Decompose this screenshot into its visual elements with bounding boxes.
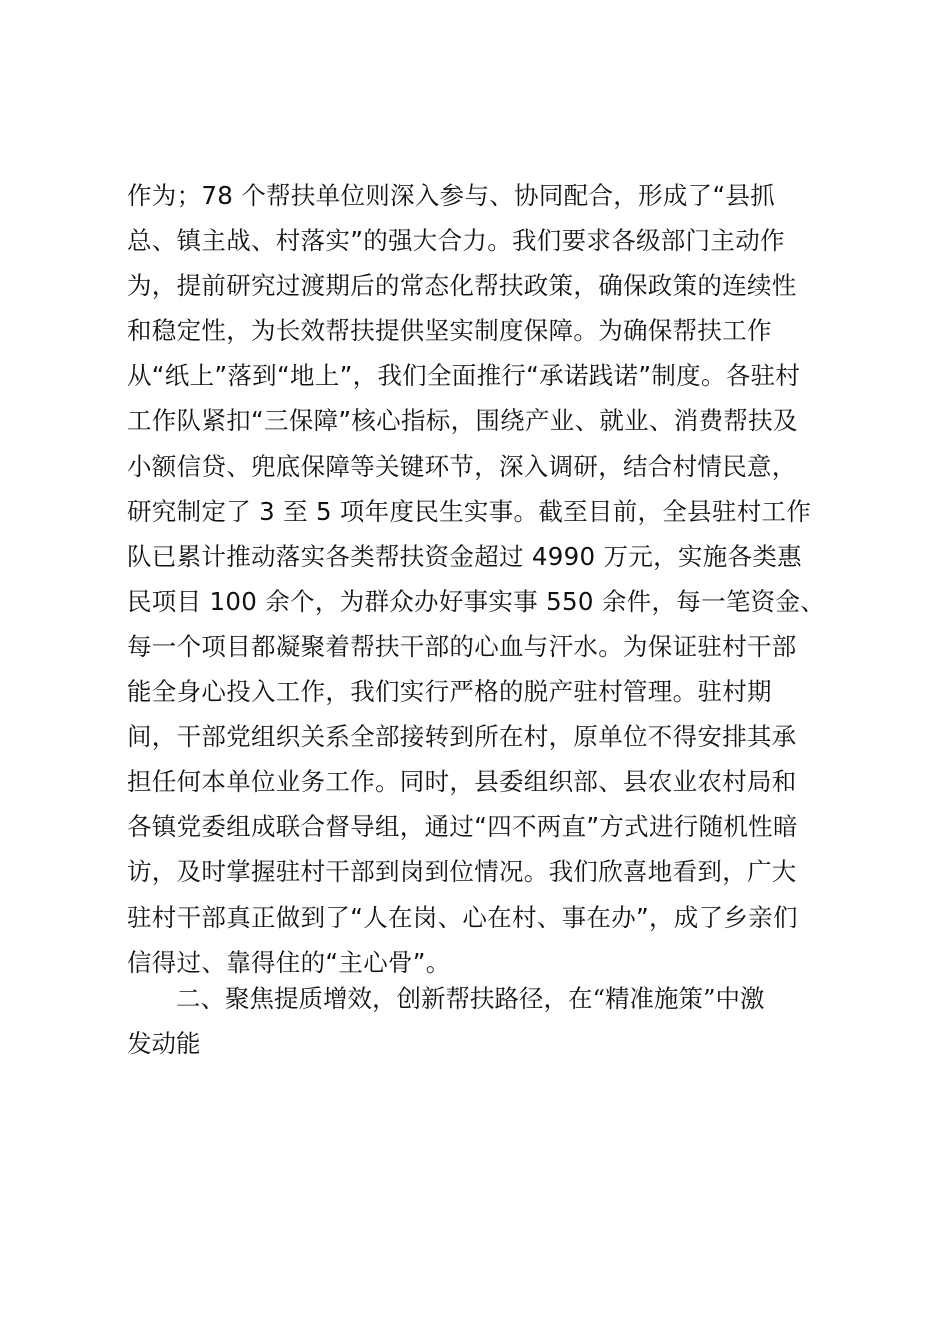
body-paragraph	[127, 173, 827, 985]
paragraph-line: 访，及时掌握驻村干部到岗到位情况。我们欣喜地看到，广大	[127, 857, 797, 887]
paragraph-line: 信得过、靠得住的“主心骨”。	[127, 947, 451, 977]
paragraph-line: 间，干部党组织关系全部接转到所在村，原单位不得安排其承	[127, 722, 797, 752]
paragraph-line: 担任何本单位业务工作。同时，县委组织部、县农业农村局和	[127, 767, 797, 797]
paragraph-line: 每一个项目都凝聚着帮扶干部的心血与汗水。为保证驻村干部	[127, 631, 797, 661]
paragraph-line: 从“纸上”落到“地上”，我们全面推行“承诺践诺”制度。各驻村	[127, 361, 801, 391]
paragraph-line: 队已累计推动落实各类帮扶资金超过 4990 万元，实施各类惠	[127, 541, 802, 571]
paragraph-line: 作为；78 个帮扶单位则深入参与、协同配合，形成了“县抓	[127, 181, 776, 210]
section-heading-line: 发动能	[127, 1029, 201, 1058]
paragraph-line: 各镇党委组成联合督导组，通过“四不两直”方式进行随机性暗	[127, 812, 798, 842]
paragraph-line: 和稳定性，为长效帮扶提供坚实制度保障。为确保帮扶工作	[127, 316, 772, 346]
paragraph-line: 能全身心投入工作，我们实行严格的脱产驻村管理。驻村期	[127, 677, 772, 707]
paragraph-line: 研究制定了 3 至 5 项年度民生实事。截至目前，全县驻村工作	[127, 496, 812, 526]
paragraph-line: 小额信贷、兜底保障等关键环节，深入调研，结合村情民意，	[127, 451, 797, 481]
paragraph-line: 民项目 100 余个，为群众办好事实事 550 余件，每一笔资金、	[127, 586, 826, 616]
section-heading-line: 二、聚焦提质增效，创新帮扶路径，在“精准施策”中激	[176, 984, 765, 1013]
paragraph-line: 为，提前研究过渡期后的常态化帮扶政策，确保政策的连续性	[127, 271, 797, 301]
paragraph-line: 工作队紧扣“三保障”核心指标，围绕产业、就业、消费帮扶及	[127, 406, 798, 436]
section-heading	[127, 976, 827, 1066]
paragraph-line: 驻村干部真正做到了“人在岗、心在村、事在办”，成了乡亲们	[127, 902, 798, 932]
paragraph-line: 总、镇主战、村落实”的强大合力。我们要求各级部门主动作	[127, 226, 785, 256]
